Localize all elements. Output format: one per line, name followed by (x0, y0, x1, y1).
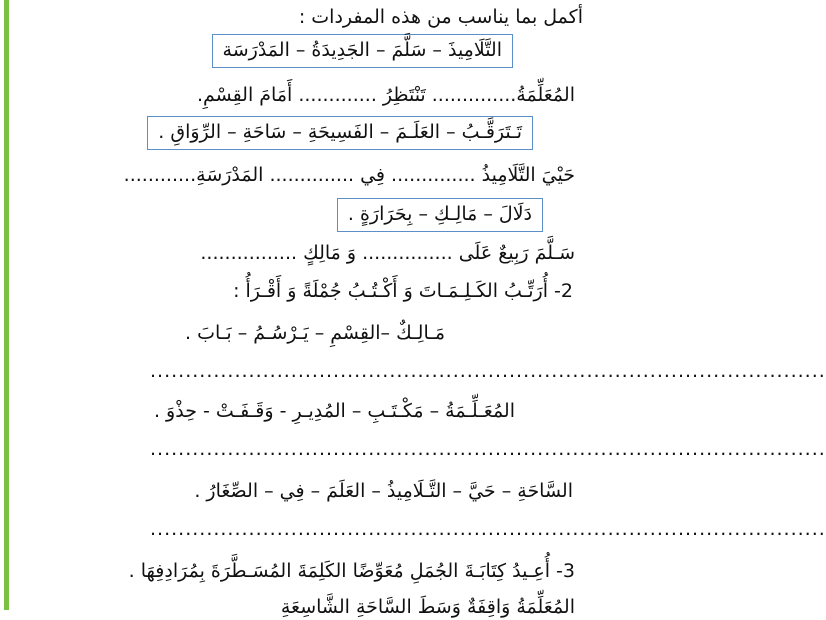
answer-line-3[interactable]: ................................................................................................ (150, 518, 826, 540)
word-bank-1: التَّلَامِيذَ – سَلَّمَ – الجَدِيدَةُ – المَدْرَسَة (212, 34, 513, 68)
section3-sentence: المُعَلِّمَةُ وَاقِفَةٌ وَسَطَ السَّاحَةِ الشَّاسِعَةِ (280, 596, 575, 618)
word-group-2: المُعَـلِّـمَةُ – مَكْـتَـبِ – المُدِيـرِ - وَقَـفَـتْ - حِذْوَ . (153, 400, 515, 422)
section3-instruction: 3- أُعِـيدُ كِتَابَـةَ الجُمَلِ مُعَوِّضًا الكَلِمَةَ المُسَـطَّرَةَ بِمُرَادِفِهَا . (128, 560, 575, 582)
answer-line-1[interactable]: ................................................................................................ (150, 360, 826, 382)
answer-line-2[interactable]: ................................................................................................ (150, 438, 826, 460)
word-bank-2: تَـتَرَقَّـبُ – العَلَـمَ – الفَسِيحَةِ – سَاحَةِ – الرِّوَاقِ . (147, 116, 533, 150)
fill-sentence-3: سَـلَّمَ رَبِيعٌ عَلَى ............... وَ مَالِكٍ ................ (200, 242, 575, 264)
word-bank-3: دَلَالَ – مَالِـكِ – بِحَرَارَةٍ . (337, 198, 543, 232)
section2-instruction: 2- أُرَتِّـبُ الكَـلِـمَـاتَ وَ أَكْـتُـبُ جُمْلَةً وَ أَقْـرَأُ : (233, 280, 573, 302)
word-group-3: السَّاحَةِ – حَيَّ – التَّـلَامِيذُ – العَلَمَ – فِي – الصِّغَارُ . (194, 480, 573, 502)
page-border (4, 0, 9, 610)
section1-instruction: أكمل بما يناسب من هذه المفردات : (298, 6, 583, 28)
fill-sentence-1: المُعَلِّمَةُ.............. تَنْتَظِرُ ............. أَمَامَ القِسْمِ. (196, 84, 575, 106)
fill-sentence-2: حَيْيَ التَّلَامِيذُ .............. فِي .............. المَدْرَسَةِ............ (123, 164, 575, 186)
word-group-1: مَـالِـكٌ –القِسْمِ – يَـرْسُـمُ – بَـابَ . (185, 322, 445, 344)
